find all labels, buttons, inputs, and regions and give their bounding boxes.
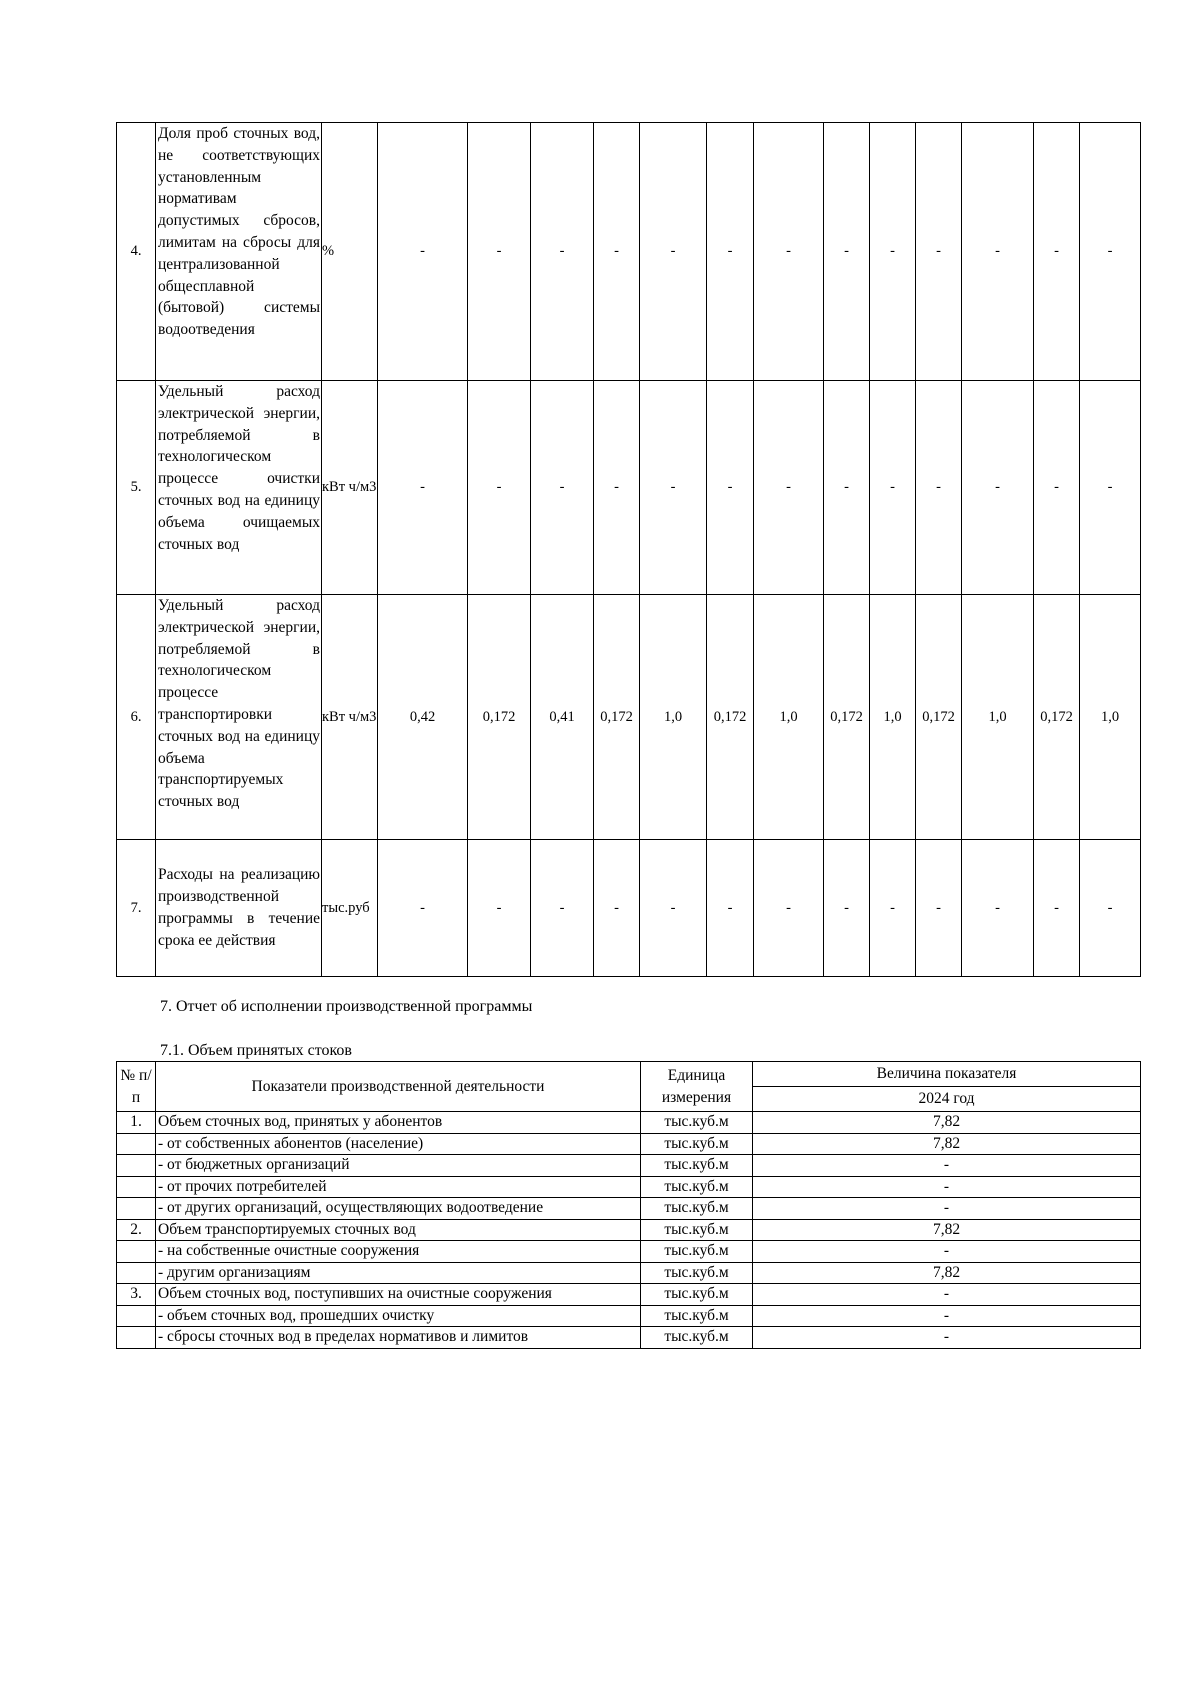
- row-value: 1,0: [1080, 595, 1141, 840]
- row-indicator: - на собственные очистные сооружения: [156, 1241, 641, 1263]
- row-value: -: [1080, 123, 1141, 381]
- row-number: [117, 1241, 156, 1263]
- table-row: [117, 1241, 1141, 1263]
- row-value: -: [594, 123, 640, 381]
- table-row: [117, 1284, 1141, 1306]
- row-value: -: [870, 123, 916, 381]
- row-value: -: [824, 840, 870, 977]
- row-number: 4.: [117, 123, 156, 381]
- row-value: 0,172: [916, 595, 962, 840]
- row-value: -: [1080, 840, 1141, 977]
- row-indicator: - сбросы сточных вод в пределах нормативов и лимитов: [156, 1327, 641, 1349]
- row-number: [117, 1198, 156, 1220]
- row-value: -: [640, 381, 707, 595]
- row-value: -: [753, 1176, 1141, 1198]
- table-row: [117, 1305, 1141, 1327]
- row-unit: тыс.руб: [322, 840, 378, 977]
- row-value: -: [753, 1155, 1141, 1177]
- row-indicator: - от бюджетных организаций: [156, 1155, 641, 1177]
- row-number: 7.: [117, 840, 156, 977]
- row-unit: кВт ч/м3: [322, 595, 378, 840]
- row-unit: тыс.куб.м: [641, 1176, 753, 1198]
- row-value: -: [1034, 840, 1080, 977]
- section-title: 7. Отчет об исполнении производственной программы: [160, 998, 533, 1015]
- row-unit: тыс.куб.м: [641, 1155, 753, 1177]
- row-value: -: [754, 840, 824, 977]
- table-row: [117, 1112, 1141, 1134]
- row-value: 0,172: [707, 595, 754, 840]
- row-value: -: [754, 381, 824, 595]
- row-value: -: [753, 1284, 1141, 1306]
- row-description: Доля проб сточных вод, не соответствующих установленным нормативам допустимых сбросов, лимитам на сбросы для централизованной общесплавной (бытовой) системы водоотведения: [156, 123, 322, 381]
- header-value-group: Величина показателя: [753, 1062, 1141, 1087]
- row-indicator: Объем сточных вод, принятых у абонентов: [156, 1112, 641, 1134]
- row-value: -: [378, 840, 468, 977]
- row-value: -: [531, 381, 594, 595]
- row-unit: тыс.куб.м: [641, 1284, 753, 1306]
- row-number: 6.: [117, 595, 156, 840]
- row-value: -: [1034, 123, 1080, 381]
- row-description: Удельный расход электрической энергии, потребляемой в технологическом процессе очистки сточных вод на единицу объема очищаемых сточных вод: [156, 381, 322, 595]
- row-number: 1.: [117, 1112, 156, 1134]
- row-value: 0,172: [824, 595, 870, 840]
- row-value: -: [378, 123, 468, 381]
- row-number: [117, 1133, 156, 1155]
- row-value: -: [468, 123, 531, 381]
- table-row: [117, 381, 1141, 595]
- row-value: -: [468, 840, 531, 977]
- row-number: 2.: [117, 1219, 156, 1241]
- row-value: -: [378, 381, 468, 595]
- indicators-table: [116, 122, 1141, 977]
- row-value: -: [916, 840, 962, 977]
- table-row: [117, 1133, 1141, 1155]
- row-number: [117, 1305, 156, 1327]
- header-unit: Единица измерения: [641, 1062, 753, 1112]
- row-description: Расходы на реализацию производственной программы в течение срока ее действия: [156, 840, 322, 977]
- row-value: 0,172: [594, 595, 640, 840]
- row-number: [117, 1176, 156, 1198]
- table-row: [117, 1155, 1141, 1177]
- table-row: [117, 123, 1141, 381]
- row-description: Удельный расход электрической энергии, потребляемой в технологическом процессе транспортировки сточных вод на единицу объема транспортируемых сточных вод: [156, 595, 322, 840]
- row-value: -: [824, 381, 870, 595]
- row-value: -: [1080, 381, 1141, 595]
- row-value: -: [531, 123, 594, 381]
- row-number: [117, 1327, 156, 1349]
- row-value: -: [753, 1241, 1141, 1263]
- row-value: 1,0: [962, 595, 1034, 840]
- table-row: [117, 1219, 1141, 1241]
- row-value: 1,0: [754, 595, 824, 840]
- row-value: 0,42: [378, 595, 468, 840]
- row-value: -: [707, 381, 754, 595]
- row-value: -: [824, 123, 870, 381]
- row-number: [117, 1155, 156, 1177]
- row-value: -: [594, 381, 640, 595]
- row-unit: кВт ч/м3: [322, 381, 378, 595]
- row-value: -: [640, 123, 707, 381]
- row-value: -: [753, 1327, 1141, 1349]
- row-value: 7,82: [753, 1133, 1141, 1155]
- row-number: 5.: [117, 381, 156, 595]
- row-value: 7,82: [753, 1219, 1141, 1241]
- subsection-title: 7.1. Объем принятых стоков: [160, 1042, 352, 1059]
- row-value: 0,172: [468, 595, 531, 840]
- row-unit: тыс.куб.м: [641, 1133, 753, 1155]
- row-value: -: [870, 381, 916, 595]
- row-unit: тыс.куб.м: [641, 1198, 753, 1220]
- row-value: -: [870, 840, 916, 977]
- table-header-row: [117, 1062, 1141, 1087]
- row-unit: тыс.куб.м: [641, 1262, 753, 1284]
- row-value: -: [754, 123, 824, 381]
- row-value: 1,0: [870, 595, 916, 840]
- row-indicator: - другим организациям: [156, 1262, 641, 1284]
- table-row: [117, 1327, 1141, 1349]
- header-indicator: Показатели производственной деятельности: [156, 1062, 641, 1112]
- row-value: -: [594, 840, 640, 977]
- row-indicator: Объем транспортируемых сточных вод: [156, 1219, 641, 1241]
- row-unit: тыс.куб.м: [641, 1327, 753, 1349]
- row-value: -: [962, 381, 1034, 595]
- row-number: 3.: [117, 1284, 156, 1306]
- table-row: [117, 1198, 1141, 1220]
- row-unit: тыс.куб.м: [641, 1305, 753, 1327]
- row-value: -: [707, 840, 754, 977]
- header-year: 2024 год: [753, 1087, 1141, 1112]
- table-row: [117, 840, 1141, 977]
- table-row: [117, 1176, 1141, 1198]
- accepted-wastewater-table: [116, 1061, 1141, 1349]
- row-indicator: - от собственных абонентов (население): [156, 1133, 641, 1155]
- header-num: № п/п: [117, 1062, 156, 1112]
- row-value: -: [640, 840, 707, 977]
- row-value: -: [468, 381, 531, 595]
- row-value: 7,82: [753, 1112, 1141, 1134]
- row-unit: %: [322, 123, 378, 381]
- row-value: -: [531, 840, 594, 977]
- row-indicator: - от других организаций, осуществляющих водоотведение: [156, 1198, 641, 1220]
- row-unit: тыс.куб.м: [641, 1241, 753, 1263]
- row-value: 7,82: [753, 1262, 1141, 1284]
- row-value: -: [962, 840, 1034, 977]
- row-value: -: [916, 381, 962, 595]
- table-row: [117, 1262, 1141, 1284]
- row-value: 1,0: [640, 595, 707, 840]
- row-value: -: [962, 123, 1034, 381]
- row-value: -: [916, 123, 962, 381]
- row-indicator: - объем сточных вод, прошедших очистку: [156, 1305, 641, 1327]
- row-value: 0,172: [1034, 595, 1080, 840]
- row-value: 0,41: [531, 595, 594, 840]
- row-indicator: Объем сточных вод, поступивших на очистные сооружения: [156, 1284, 641, 1306]
- row-number: [117, 1262, 156, 1284]
- row-value: -: [753, 1305, 1141, 1327]
- row-indicator: - от прочих потребителей: [156, 1176, 641, 1198]
- row-unit: тыс.куб.м: [641, 1112, 753, 1134]
- row-value: -: [1034, 381, 1080, 595]
- table-row: [117, 595, 1141, 840]
- row-value: -: [753, 1198, 1141, 1220]
- row-value: -: [707, 123, 754, 381]
- row-unit: тыс.куб.м: [641, 1219, 753, 1241]
